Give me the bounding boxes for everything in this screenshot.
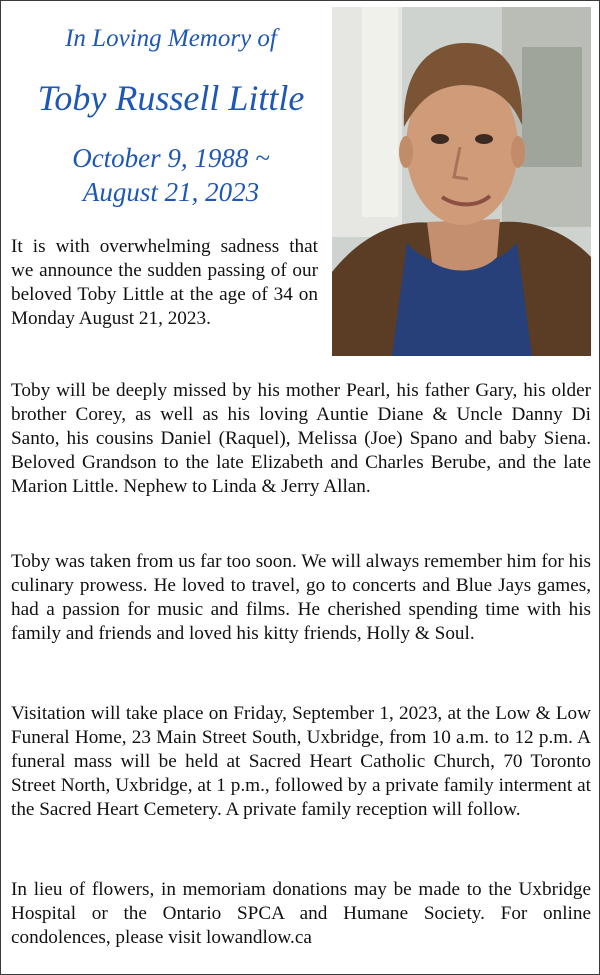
family-paragraph: Toby will be deeply missed by his mother Pearl, his father Gary, his older brother Corey, as well as his loving Auntie Diane & Uncle Danny Di Santo, his cousins Daniel (Raquel), Melissa (Joe) Spano and baby Siena. Beloved Grandson to the late Elizabeth and Charles Berube, and the late Marion Little. Nephew to Linda & Jerry Allan. bbox=[11, 380, 591, 497]
in-loving-memory-heading: In Loving Memory of bbox=[65, 25, 277, 52]
birth-date: October 9, 1988 ~ bbox=[72, 143, 270, 173]
death-date: August 21, 2023 bbox=[82, 177, 260, 207]
remembrance-paragraph: Toby was taken from us far too soon. We will always remember him for his culinary prowess. He loved to travel, go to concerts and Blue Jays games, had a passion for music and films. He cherished spending time with his family and friends and loved his kitty friends, Holly & Soul. bbox=[11, 551, 591, 644]
donations-paragraph: In lieu of flowers, in memoriam donations may be made to the Uxbridge Hospital or the Ontario SPCA and Humane Society. For online condolences, please visit lowandlow.ca bbox=[11, 879, 591, 948]
intro-paragraph: It is with overwhelming sadness that we announce the sudden passing of our beloved Toby Little at the age of 34 on Monday August 21, 2023. bbox=[11, 236, 318, 329]
deceased-name: Toby Russell Little bbox=[37, 78, 305, 118]
portrait-photo bbox=[332, 7, 591, 356]
services-paragraph: Visitation will take place on Friday, September 1, 2023, at the Low & Low Funeral Home, 23 Main Street South, Uxbridge, from 10 a.m. to 12 p.m. A funeral mass will be held at Sacred Heart Catholic Church, 70 Toronto Street North, Uxbridge, at 1 p.m., followed by a private family interment at the Sacred Heart Cemetery. A private family reception will follow. bbox=[11, 703, 591, 820]
life-dates bbox=[1, 141, 341, 209]
